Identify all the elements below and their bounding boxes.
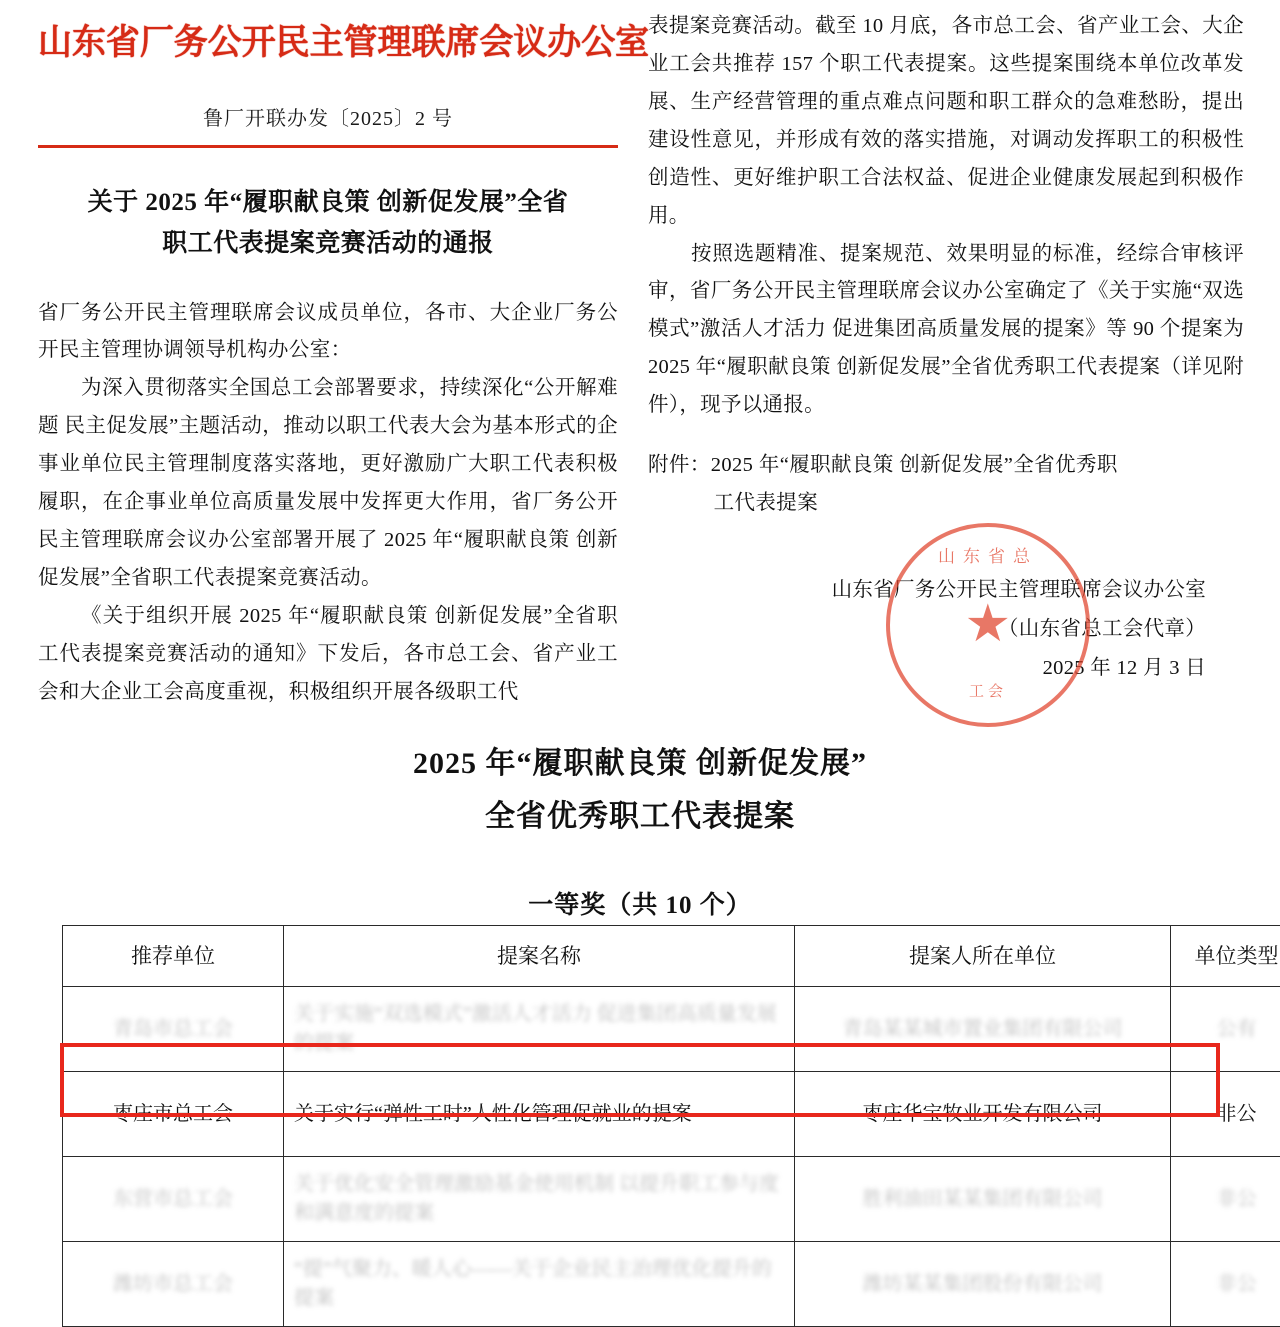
signature-block bbox=[648, 571, 1244, 688]
cell-proposal-name: “提”气聚力、暖人心——关于企业民主治理优化提升的提案 bbox=[284, 1242, 795, 1327]
body-paragraph-2: 《关于组织开展 2025 年“履职献良策 创新促发展”全省职工代表提案竞赛活动的通知》下发后，各市总工会、省产业工会和大企业工会高度重视，积极组织开展各级职工代 bbox=[38, 598, 618, 712]
table-row bbox=[63, 1157, 1280, 1242]
award-title-line-2: 全省优秀职工代表提案 bbox=[0, 791, 1280, 844]
cell-recommending-unit: 枣庄市总工会 bbox=[63, 1072, 284, 1157]
table-header-row bbox=[63, 926, 1280, 987]
award-table bbox=[62, 925, 1280, 1327]
cell-recommending-unit: 东营市总工会 bbox=[63, 1157, 284, 1242]
award-list-document bbox=[0, 700, 1280, 1280]
body-paragraph-1: 为深入贯彻落实全国总工会部署要求，持续深化“公开解难题 民主促发展”主题活动，推动以职工代表大会为基本形式的企事业单位民主管理制度落实落地，更好激励广大职工代表积极履职，在企事业单位高质量发展中发挥更大作用，省厂务公开民主管理联席会议办公室部署开展了 2025 年“履职献良策 创新促发展”全省职工代表提案竞赛活动。 bbox=[38, 370, 618, 598]
cell-proposal-name: 关于实行“弹性工时”人性化管理促就业的提案 bbox=[284, 1072, 795, 1157]
cell-recommending-unit: 青岛市总工会 bbox=[63, 987, 284, 1072]
table-row bbox=[63, 987, 1280, 1072]
column-header-proposal-name: 提案名称 bbox=[284, 926, 795, 987]
attachment-line-2: 工代表提案 bbox=[648, 485, 1244, 523]
signature-organization: 山东省厂务公开民主管理联席会议办公室 bbox=[648, 571, 1206, 610]
cell-proposal-name: 关于优化安全管理激励基金使用机制 以提升职工参与度和满意度的提案 bbox=[284, 1157, 795, 1242]
letterhead-title: 山东省厂务公开民主管理联席会议办公室 bbox=[38, 22, 601, 64]
signature-seal-note: （山东省总工会代章） bbox=[648, 610, 1206, 649]
table-row bbox=[63, 1242, 1280, 1327]
document-number: 鲁厂开联办发〔2025〕2 号 bbox=[38, 102, 618, 131]
award-list-title bbox=[0, 738, 1280, 843]
seal-bottom-text: 工会 bbox=[890, 678, 1086, 707]
cell-proposer-unit: 青岛某某城市置业集团有限公司 bbox=[795, 987, 1171, 1072]
cell-recommending-unit: 潍坊市总工会 bbox=[63, 1242, 284, 1327]
column-header-recommending-unit: 推荐单位 bbox=[63, 926, 284, 987]
star-icon: ★ bbox=[965, 599, 1012, 651]
right-column bbox=[648, 8, 1244, 688]
cell-proposer-unit: 胜利油田某某集团有限公司 bbox=[795, 1157, 1171, 1242]
award-title-line-1: 2025 年“履职献良策 创新促发展” bbox=[0, 738, 1280, 791]
cell-proposer-unit: 枣庄华宝牧业开发有限公司 bbox=[795, 1072, 1171, 1157]
red-divider-rule bbox=[38, 145, 618, 148]
cell-unit-type: 非公 bbox=[1171, 1157, 1280, 1242]
column-header-proposer-unit: 提案人所在单位 bbox=[795, 926, 1171, 987]
table-row bbox=[63, 1072, 1280, 1157]
addressee-paragraph: 省厂务公开民主管理联席会议成员单位，各市、大企业厂务公开民主管理协调领导机构办公室： bbox=[38, 295, 618, 371]
attachment-line-1: 附件：2025 年“履职献良策 创新促发展”全省优秀职 bbox=[648, 447, 1244, 485]
body-paragraph-4: 按照选题精准、提案规范、效果明显的标准，经综合审核评审，省厂务公开民主管理联席会议办公室确定了《关于实施“双选模式”激活人才活力 促进集团高质量发展的提案》等 90 个提案为 2025 年“履职献良策 创新促发展”全省优秀职工代表提案（详见附件），现予以通报。 bbox=[648, 236, 1244, 426]
award-category-subtitle: 一等奖（共 10 个） bbox=[0, 885, 1280, 921]
attachment-block bbox=[648, 447, 1244, 523]
notice-title bbox=[38, 182, 618, 265]
body-paragraph-3: 表提案竞赛活动。截至 10 月底，各市总工会、省产业工会、大企业工会共推荐 157 个职工代表提案。这些提案围绕本单位改革发展、生产经营管理的重点难点问题和职工群众的急难愁盼，提出建设性意见，并形成有效的落实措施，对调动发挥职工的积极性创造性、更好维护职工合法权益、促进企业健康发展起到积极作用。 bbox=[648, 8, 1244, 236]
cell-proposer-unit: 潍坊某某集团股份有限公司 bbox=[795, 1242, 1171, 1327]
cell-proposal-name: 关于实施“双选模式”激活人才活力 促进集团高质量发展的提案 bbox=[284, 987, 795, 1072]
cell-unit-type: 非公 bbox=[1171, 1072, 1280, 1157]
notice-title-line-1: 关于 2025 年“履职献良策 创新促发展”全省 bbox=[38, 182, 618, 223]
seal-top-text: 山东省总 bbox=[890, 541, 1086, 573]
cell-unit-type: 非公 bbox=[1171, 1242, 1280, 1327]
left-column bbox=[38, 10, 618, 712]
column-header-unit-type: 单位类型 bbox=[1171, 926, 1280, 987]
signature-date: 2025 年 12 月 3 日 bbox=[648, 649, 1206, 688]
notice-title-line-2: 职工代表提案竞赛活动的通报 bbox=[38, 223, 618, 264]
cell-unit-type: 公有 bbox=[1171, 987, 1280, 1072]
